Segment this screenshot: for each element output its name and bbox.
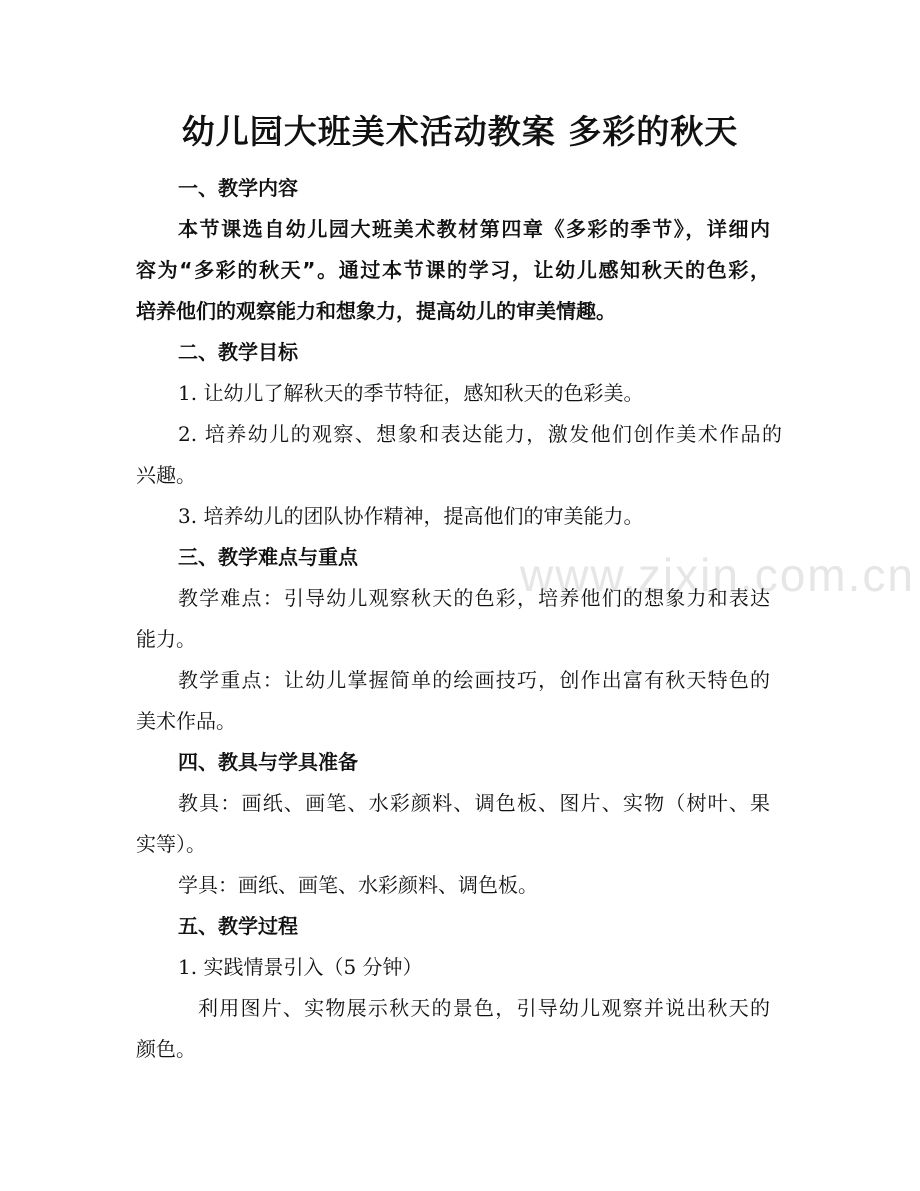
section-heading-materials: 四、教具与学具准备	[178, 750, 358, 774]
paragraph-line: 颜色。	[136, 1037, 196, 1061]
paragraph-line: 利用图片、实物展示秋天的景色，引导幼儿观察并说出秋天的	[198, 996, 770, 1020]
paragraph-line: 教学难点：引导幼儿观察秋天的色彩，培养他们的想象力和表达	[178, 586, 770, 610]
paragraph-line: 容为“多彩的秋天”。通过本节课的学习，让幼儿感知秋天的色彩，	[136, 258, 770, 282]
list-item: 1. 让幼儿了解秋天的季节特征，感知秋天的色彩美。	[178, 381, 644, 405]
paragraph-line: 实等）。	[136, 832, 206, 856]
list-item: 3. 培养幼儿的团队协作精神，提高他们的审美能力。	[178, 504, 644, 528]
list-item-continuation: 兴趣。	[136, 463, 196, 487]
paragraph-line: 本节课选自幼儿园大班美术教材第四章《多彩的季节》，详细内	[178, 217, 770, 241]
section-heading-key-points: 三、教学难点与重点	[178, 545, 358, 569]
list-item: 1. 实践情景引入（5 分钟）	[178, 955, 423, 979]
section-heading-content: 一、教学内容	[178, 176, 298, 200]
paragraph-line: 培养他们的观察能力和想象力，提高幼儿的审美情趣。	[136, 299, 616, 323]
paragraph-line: 教学重点：让幼儿掌握简单的绘画技巧，创作出富有秋天特色的	[178, 668, 770, 692]
section-heading-process: 五、教学过程	[178, 914, 298, 938]
paragraph-line: 能力。	[136, 627, 196, 651]
watermark: www.zixin.com.cn	[520, 549, 915, 601]
page-title: 幼儿园大班美术活动教案 多彩的秋天	[181, 112, 739, 151]
paragraph-line: 学具：画纸、画笔、水彩颜料、调色板。	[178, 873, 538, 897]
list-item: 2. 培养幼儿的观察、想象和表达能力，激发他们创作美术作品的	[178, 422, 782, 446]
paragraph-line: 教具：画纸、画笔、水彩颜料、调色板、图片、实物（树叶、果	[178, 791, 770, 815]
paragraph-line: 美术作品。	[136, 709, 236, 733]
section-heading-objectives: 二、教学目标	[178, 340, 298, 364]
